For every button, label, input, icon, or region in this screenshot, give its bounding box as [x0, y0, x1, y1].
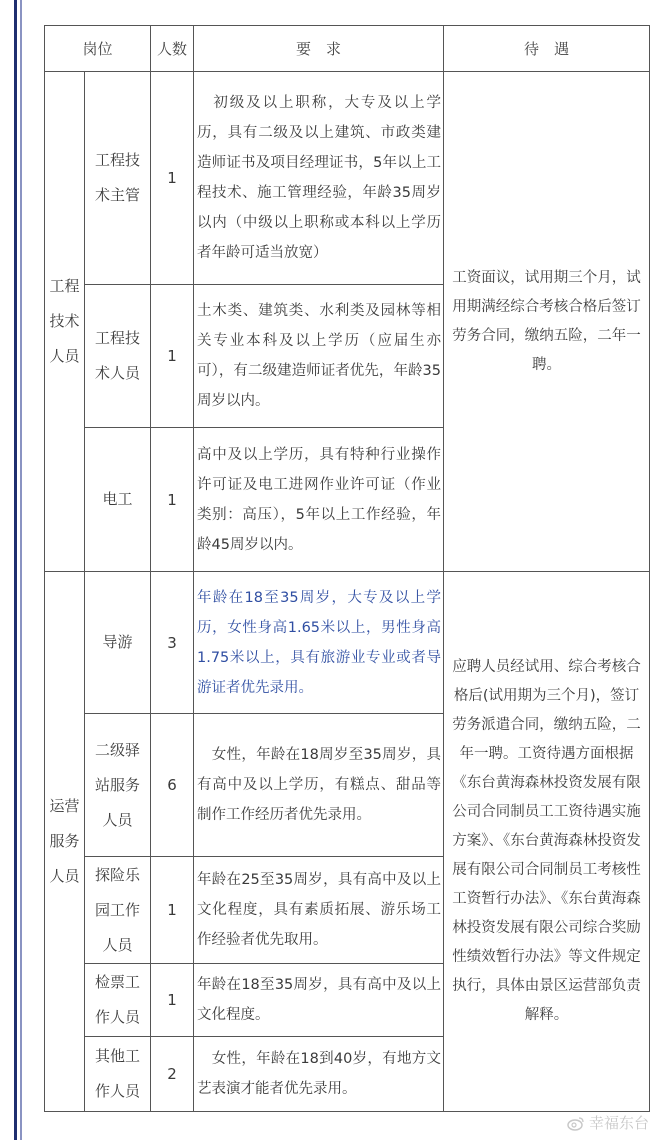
position-cell: 探险乐园工作人员	[84, 856, 151, 964]
header-requirements: 要 求	[193, 25, 444, 72]
benefits-cell: 工资面议，试用期三个月，试用期满经综合考核合格后签订劳务合同，缴纳五险，二年一聘。	[443, 71, 650, 572]
requirement-cell: 女性，年龄在18到40岁，有地方文艺表演才能者优先录用。	[193, 1036, 444, 1112]
count-cell: 1	[150, 427, 194, 572]
position-cell: 导游	[84, 571, 151, 714]
requirement-cell: 高中及以上学历，具有特种行业操作许可证及电工进网作业许可证（作业类别：高压），5年以上工作经验，年龄45周岁以内。	[193, 427, 444, 572]
position-cell: 检票工作人员	[84, 963, 151, 1037]
watermark-text: 幸福东台	[589, 1114, 650, 1132]
position-cell: 电工	[84, 427, 151, 572]
requirement-cell: 年龄在25至35周岁，具有高中及以上文化程度，具有素质拓展、游乐场工作经验者优先取用。	[193, 856, 444, 964]
requirement-cell: 年龄在18至35周岁，具有高中及以上文化程度。	[193, 963, 444, 1037]
position-cell: 二级驿站服务人员	[84, 713, 151, 857]
category-cell: 运营服务人员	[44, 571, 85, 1112]
weibo-icon	[567, 1115, 585, 1131]
count-cell: 2	[150, 1036, 194, 1112]
category-cell: 工程技术人员	[44, 71, 85, 572]
watermark	[567, 1112, 649, 1133]
position-cell: 工程技术人员	[84, 284, 151, 428]
count-cell: 3	[150, 571, 194, 714]
header-position: 岗位	[44, 25, 151, 72]
benefits-cell: 应聘人员经试用、综合考核合格后(试用期为三个月)，签订劳务派遣合同，缴纳五险，二年一聘。工资待遇方面根据《东台黄海森林投资发展有限公司合同制员工工资待遇实施方案》、《东台黄海森林投资发展有限公司合同制员工考核性工资暂行办法》、《东台黄海森林投资发展有限公司综合奖励性绩效暂行办法》等文件规定执行，具体由景区运营部负责解释。	[443, 571, 650, 1112]
position-cell: 工程技术主管	[84, 71, 151, 285]
count-cell: 1	[150, 963, 194, 1037]
requirement-cell: 年龄在18至35周岁，大专及以上学历，女性身高1.65米以上，男性身高1.75米以上，具有旅游业专业或者导游证者优先录用。	[193, 571, 444, 714]
count-cell: 1	[150, 856, 194, 964]
requirement-cell: 女性，年龄在18周岁至35周岁，具有高中及以上学历，有糕点、甜品等制作工作经历者优先录用。	[193, 713, 444, 857]
count-cell: 6	[150, 713, 194, 857]
count-cell: 1	[150, 284, 194, 428]
requirement-cell: 土木类、建筑类、水利类及园林等相关专业本科及以上学历（应届生亦可），有二级建造师证者优先，年龄35周岁以内。	[193, 284, 444, 428]
header-benefits: 待 遇	[443, 25, 650, 72]
position-cell: 其他工作人员	[84, 1036, 151, 1112]
header-count: 人数	[150, 25, 194, 72]
count-cell: 1	[150, 71, 194, 285]
requirement-cell: 初级及以上职称，大专及以上学历，具有二级及以上建筑、市政类建造师证书及项目经理证书，5年以上工程技术、施工管理经验，年龄35周岁以内（中级以上职称或本科以上学历者年龄可适当放宽）	[193, 71, 444, 285]
